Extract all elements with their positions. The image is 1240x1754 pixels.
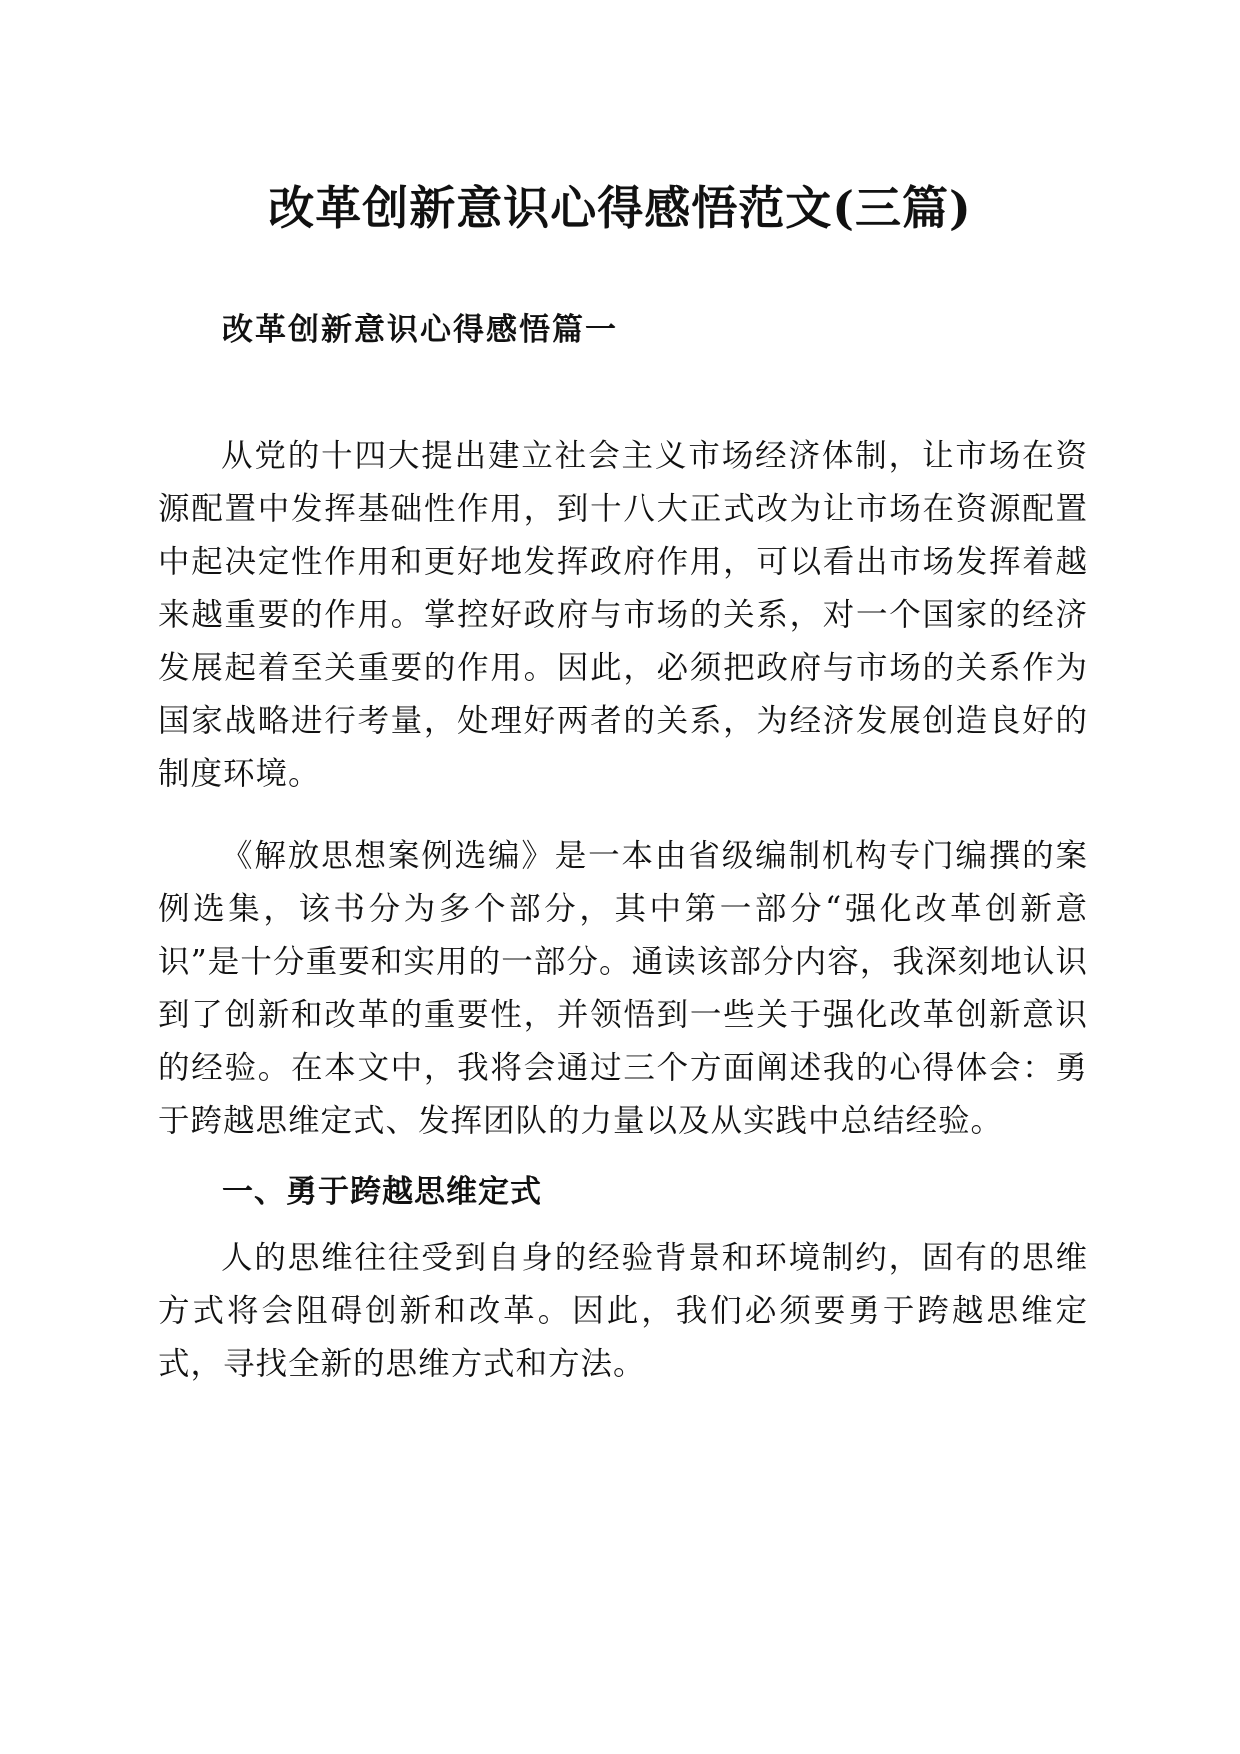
article-subtitle: 改革创新意识心得感悟篇一 bbox=[222, 312, 618, 348]
section-heading-1: 一、勇于跨越思维定式 bbox=[222, 1174, 542, 1210]
body-paragraph-2: 《解放思想案例选编》是一本由省级编制机构专门编撰的案例选集，该书分为多个部分，其中第一部分“强化改革创新意识”是十分重要和实用的一部分。通读该部分内容，我深刻地认识到了创新和改革的重要性，并领悟到一些关于强化改革创新意识的经验。在本文中，我将会通过三个方面阐述我的心得体会：勇于跨越思维定式、发挥团队的力量以及从实践中总结经验。 bbox=[158, 838, 1088, 1139]
body-paragraph-1: 从党的十四大提出建立社会主义市场经济体制，让市场在资源配置中发挥基础性作用，到十八大正式改为让市场在资源配置中起决定性作用和更好地发挥政府作用，可以看出市场发挥着越来越重要的作用。掌控好政府与市场的关系，对一个国家的经济发展起着至关重要的作用。因此，必须把政府与市场的关系作为国家战略进行考量，处理好两者的关系，为经济发展创造良好的制度环境。 bbox=[158, 438, 1088, 792]
document-title: 改革创新意识心得感悟范文(三篇) bbox=[268, 181, 972, 235]
section-paragraph-1: 人的思维往往受到自身的经验背景和环境制约，固有的思维方式将会阻碍创新和改革。因此，我们必须要勇于跨越思维定式，寻找全新的思维方式和方法。 bbox=[158, 1240, 1088, 1382]
